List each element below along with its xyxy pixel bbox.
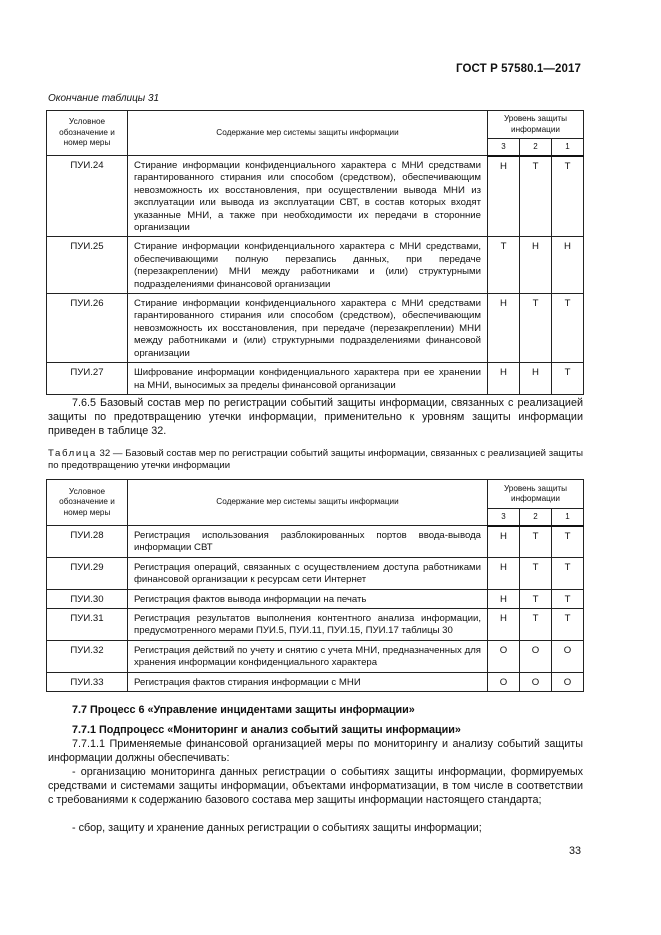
level-2-header: 2 [520, 509, 552, 526]
col-content-header: Содержание мер системы защиты информации [128, 480, 488, 526]
measure-text: Регистрация результатов выполнения контентного анализа информации, предусмотренного мерами ПУИ.5, ПУИ.11, ПУИ.15, ПУИ.17 таблицы 30 [128, 609, 488, 641]
level-3-value: О [488, 672, 520, 691]
table-row [47, 557, 584, 589]
level-1-value: Т [552, 294, 584, 363]
level-1-value: Т [552, 609, 584, 641]
level-2-value: Н [520, 237, 552, 294]
table-row [47, 237, 584, 294]
measure-code: ПУИ.27 [47, 363, 128, 395]
level-3-header: 3 [488, 509, 520, 526]
level-1-value: Т [552, 557, 584, 589]
level-3-value: Н [488, 609, 520, 641]
paragraph-7-7-1-1: 7.7.1.1 Применяемые финансовой организацией меры по мониторингу и анализу событий защиты информации должны обеспечивать: [48, 738, 583, 764]
level-1-value: Т [552, 589, 584, 608]
level-3-value: Н [488, 526, 520, 558]
table-row [47, 672, 584, 691]
table-row [47, 526, 584, 558]
table-row [47, 363, 584, 395]
col-levels-header: Уровень защиты информации [488, 111, 584, 139]
level-3-value: О [488, 640, 520, 672]
level-2-value: Т [520, 294, 552, 363]
section-heading-7-7-1: 7.7.1 Подпроцесс «Мониторинг и анализ событий защиты информации» [72, 724, 461, 736]
level-3-value: Н [488, 294, 520, 363]
level-2-header: 2 [520, 139, 552, 156]
table32-caption-text: 32 — Базовый состав мер по регистрации событий защиты информации, связанных с реализацией защиты по предотвращению утечки информации [48, 448, 584, 471]
bullet-item: - сбор, защиту и хранение данных регистрации о событиях защиты информации; [72, 822, 482, 834]
level-1-value: Н [552, 237, 584, 294]
measure-text: Регистрация фактов вывода информации на печать [128, 589, 488, 608]
document-id: ГОСТ Р 57580.1—2017 [456, 63, 581, 75]
level-3-value: Н [488, 589, 520, 608]
measure-code: ПУИ.31 [47, 609, 128, 641]
level-2-value: Т [520, 557, 552, 589]
level-2-value: Т [520, 526, 552, 558]
measure-text: Стирание информации конфиденциального характера с МНИ средствами гарантированного стирания или способом (средством), обеспечивающим невозможность их восстановления, при передаче (перезакреплении) МНИ между работниками и (или) структурными подразделениями финансовой организации [128, 294, 488, 363]
measure-text: Шифрование информации конфиденциального характера при ее хранении на МНИ, выносимых за пределы финансовой организации [128, 363, 488, 395]
level-2-value: Т [520, 589, 552, 608]
level-2-value: Т [520, 156, 552, 237]
measure-code: ПУИ.29 [47, 557, 128, 589]
table-row [47, 294, 584, 363]
level-2-value: О [520, 640, 552, 672]
paragraph-7-6-5: 7.6.5 Базовый состав мер по регистрации событий защиты информации, связанных с реализацией защиты по предотвращению утечки информации, применительно к уровням защиты информации приведен в таблице 32. [48, 397, 583, 437]
table31-caption: Окончание таблицы 31 [48, 93, 160, 104]
level-3-value: Н [488, 156, 520, 237]
level-3-value: Н [488, 557, 520, 589]
col-code-header: Условное обозначение и номер меры [47, 111, 128, 156]
level-3-value: Н [488, 363, 520, 395]
level-2-value: Н [520, 363, 552, 395]
level-2-value: О [520, 672, 552, 691]
level-3-value: Т [488, 237, 520, 294]
measure-code: ПУИ.28 [47, 526, 128, 558]
table-32 [46, 479, 584, 692]
table-31 [46, 110, 584, 395]
measure-text: Стирание информации конфиденциального характера с МНИ средствами, обеспечивающими полную перезапись данных, при передаче (перезакреплении) МНИ между работниками и (или) структурными подразделениями финансовой организации [128, 237, 488, 294]
level-1-header: 1 [552, 509, 584, 526]
col-content-header: Содержание мер системы защиты информации [128, 111, 488, 156]
table-row [47, 640, 584, 672]
level-1-header: 1 [552, 139, 584, 156]
table-row [47, 609, 584, 641]
section-heading-7-7: 7.7 Процесс 6 «Управление инцидентами защиты информации» [72, 704, 415, 716]
level-1-value: О [552, 672, 584, 691]
bullet-item: - организацию мониторинга данных регистрации о событиях защиты информации, формируемых средствами и системами защиты информации, объектами информатизации, в том числе в соответствии с требованиями к содержанию базового состава мер защиты информации настоящего стандарта; [48, 766, 583, 806]
level-1-value: Т [552, 526, 584, 558]
level-3-header: 3 [488, 139, 520, 156]
level-1-value: Т [552, 156, 584, 237]
measure-code: ПУИ.24 [47, 156, 128, 237]
measure-code: ПУИ.26 [47, 294, 128, 363]
level-2-value: Т [520, 609, 552, 641]
table-row [47, 156, 584, 237]
measure-text: Стирание информации конфиденциального характера с МНИ средствами гарантированного стирания или способом (средством), обеспечивающим невозможность их восстановления, при осуществлении вывода МНИ из эксплуатации или вывода из эксплуатации СВТ, в состав которых входят указанные МНИ, а также при необходимости их передачи в сторонние организации [128, 156, 488, 237]
table-row [47, 589, 584, 608]
level-1-value: Т [552, 363, 584, 395]
measure-text: Регистрация операций, связанных с осуществлением доступа работниками финансовой организации к ресурсам сети Интернет [128, 557, 488, 589]
col-levels-header: Уровень защиты информации [488, 480, 584, 509]
measure-text: Регистрация использования разблокированных портов ввода-вывода информации СВТ [128, 526, 488, 558]
measure-code: ПУИ.33 [47, 672, 128, 691]
measure-code: ПУИ.32 [47, 640, 128, 672]
measure-code: ПУИ.30 [47, 589, 128, 608]
table32-caption [48, 448, 583, 472]
measure-text: Регистрация фактов стирания информации с МНИ [128, 672, 488, 691]
page-number: 33 [568, 845, 581, 857]
measure-text: Регистрация действий по учету и снятию с учета МНИ, предназначенных для хранения информации конфиденциального характера [128, 640, 488, 672]
level-1-value: О [552, 640, 584, 672]
col-code-header: Условное обозначение и номер меры [47, 480, 128, 526]
table32-caption-label: Таблица [48, 448, 97, 459]
measure-code: ПУИ.25 [47, 237, 128, 294]
